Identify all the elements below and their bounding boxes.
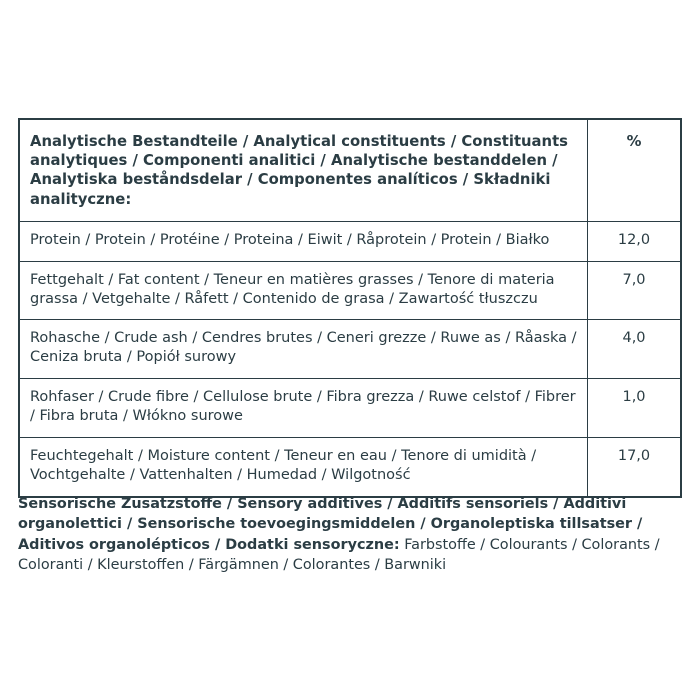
row-label-fat: Fettgehalt / Fat content / Teneur en matières grasses / Tenore di materia grassa / Vetgehalte / Råfett / Contenido de grasa / Zawartość tłuszczu <box>19 261 588 320</box>
row-label-fibre: Rohfaser / Crude fibre / Cellulose brute / Fibra grezza / Ruwe celstof / Fibrer / Fibra bruta / Włókno surowe <box>19 379 588 438</box>
sensory-additives-block <box>18 494 682 576</box>
analytical-constituents-table <box>18 118 682 498</box>
row-label-ash: Rohasche / Crude ash / Cendres brutes / Ceneri grezze / Ruwe as / Råaska / Ceniza bruta / Popiół surowy <box>19 320 588 379</box>
sensory-additives-body: Farbstoffe / Colourants / Colorants / Coloranti / Kleurstoffen / Färgämnen / Colorantes / Barwniki <box>18 536 660 574</box>
row-value-ash: 4,0 <box>588 320 682 379</box>
table-header-label: Analytische Bestandteile / Analytical constituents / Constituants analytiques / Componenti analitici / Analytische bestanddelen / Analytiska beståndsdelar / Componentes analíticos / Składniki analityczne: <box>19 119 588 221</box>
sensory-additives-heading: Sensorische Zusatzstoffe / Sensory additives / Additifs sensoriels / Additivi organolettici / Sensorische toevoegingsmiddelen / Organoleptiska tillsatser / Aditivos organolépticos / Dodatki sensoryczne: <box>18 496 643 553</box>
table-row <box>19 261 681 320</box>
row-value-fibre: 1,0 <box>588 379 682 438</box>
row-label-protein: Protein / Protein / Protéine / Proteina / Eiwit / Råprotein / Protein / Białko <box>19 221 588 261</box>
analytical-constituents-panel <box>18 118 682 498</box>
row-value-protein: 12,0 <box>588 221 682 261</box>
table-header-value: % <box>588 119 682 221</box>
row-value-moisture: 17,0 <box>588 437 682 496</box>
table-header-row <box>19 119 681 221</box>
row-value-fat: 7,0 <box>588 261 682 320</box>
table-row <box>19 437 681 496</box>
table-row <box>19 320 681 379</box>
table-row <box>19 221 681 261</box>
row-label-moisture: Feuchtegehalt / Moisture content / Teneur en eau / Tenore di umidità / Vochtgehalte / Vattenhalten / Humedad / Wilgotność <box>19 437 588 496</box>
table-row <box>19 379 681 438</box>
